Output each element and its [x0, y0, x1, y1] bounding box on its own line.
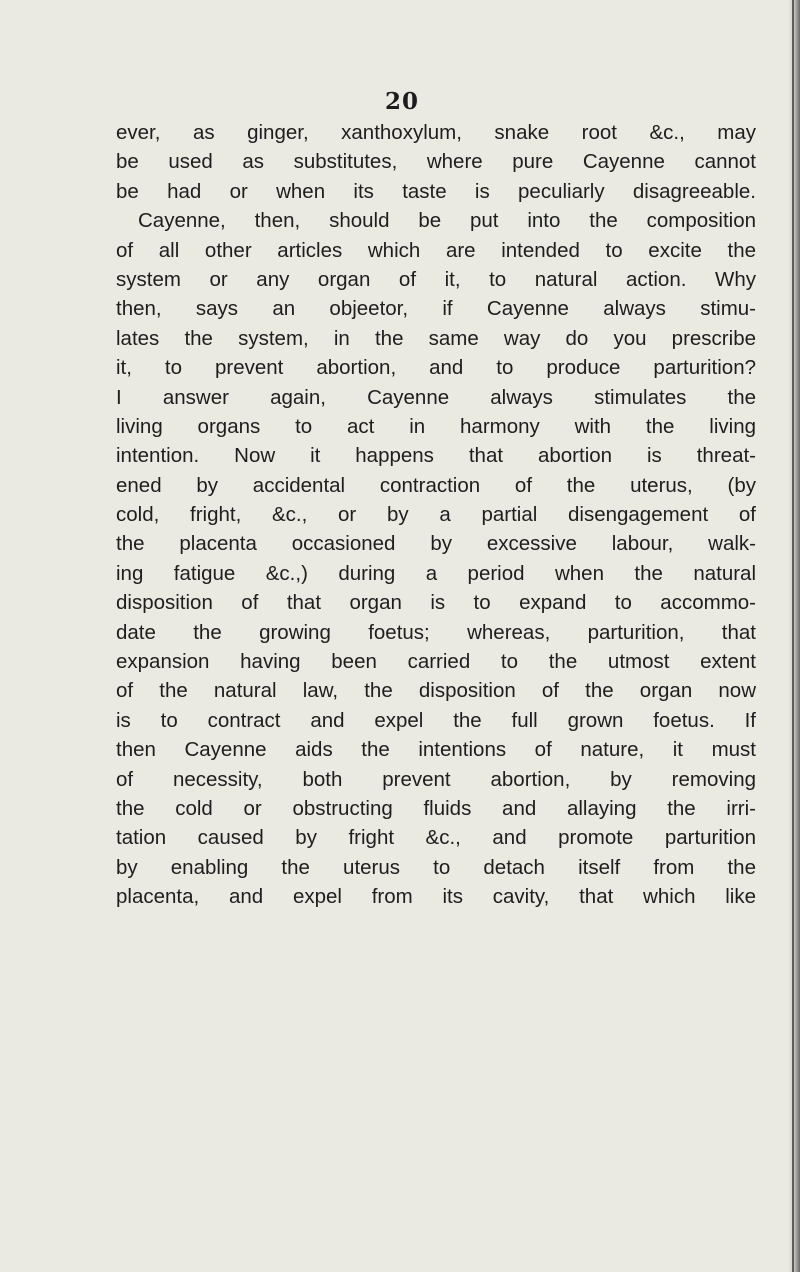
- text-line: system or any organ of it, to natural action. Why: [116, 267, 756, 291]
- text-line: it, to prevent abortion, and to produce parturition?: [116, 356, 756, 380]
- text-line: ing fatigue &c.,) during a period when the natural: [116, 561, 756, 585]
- text-line: I answer again, Cayenne always stimulates the: [116, 385, 756, 409]
- text-line: of the natural law, the disposition of the organ now: [116, 679, 756, 703]
- text-line: ened by accidental contraction of the uterus, (by: [116, 473, 756, 497]
- text-line: of all other articles which are intended to excite the: [116, 238, 756, 262]
- text-line: then, says an objeetor, if Cayenne always stimu-: [116, 297, 756, 321]
- text-line: by enabling the uterus to detach itself from the: [116, 855, 756, 879]
- page-edge-shadow: [788, 0, 800, 1272]
- text-line: living organs to act in harmony with the living: [116, 414, 756, 438]
- text-line: placenta, and expel from its cavity, that which like: [116, 885, 756, 909]
- text-line: date the growing foetus; whereas, parturition, that: [116, 620, 756, 644]
- text-line: the cold or obstructing fluids and allaying the irri-: [116, 796, 756, 820]
- text-line: is to contract and expel the full grown foetus. If: [116, 708, 756, 732]
- text-line: expansion having been carried to the utmost extent: [116, 650, 756, 674]
- text-line: be used as substitutes, where pure Cayenne cannot: [116, 150, 756, 174]
- text-line: the placenta occasioned by excessive labour, walk-: [116, 532, 756, 556]
- body-text: [116, 118, 756, 912]
- text-line: intention. Now it happens that abortion is threat-: [116, 444, 756, 468]
- page-number: 20: [385, 88, 420, 115]
- text-line: of necessity, both prevent abortion, by removing: [116, 767, 756, 791]
- text-line: tation caused by fright &c., and promote parturition: [116, 826, 756, 850]
- text-line: lates the system, in the same way do you prescribe: [116, 326, 756, 350]
- text-line: disposition of that organ is to expand to accommo-: [116, 591, 756, 615]
- text-line: Cayenne, then, should be put into the composition: [138, 209, 756, 233]
- page-edge-line: [792, 0, 794, 1272]
- text-line: ever, as ginger, xanthoxylum, snake root &c., may: [116, 121, 756, 144]
- text-line: cold, fright, &c., or by a partial disengagement of: [116, 503, 756, 527]
- text-line: be had or when its taste is peculiarly disagreeable.: [116, 179, 756, 203]
- text-line: then Cayenne aids the intentions of nature, it must: [116, 738, 756, 762]
